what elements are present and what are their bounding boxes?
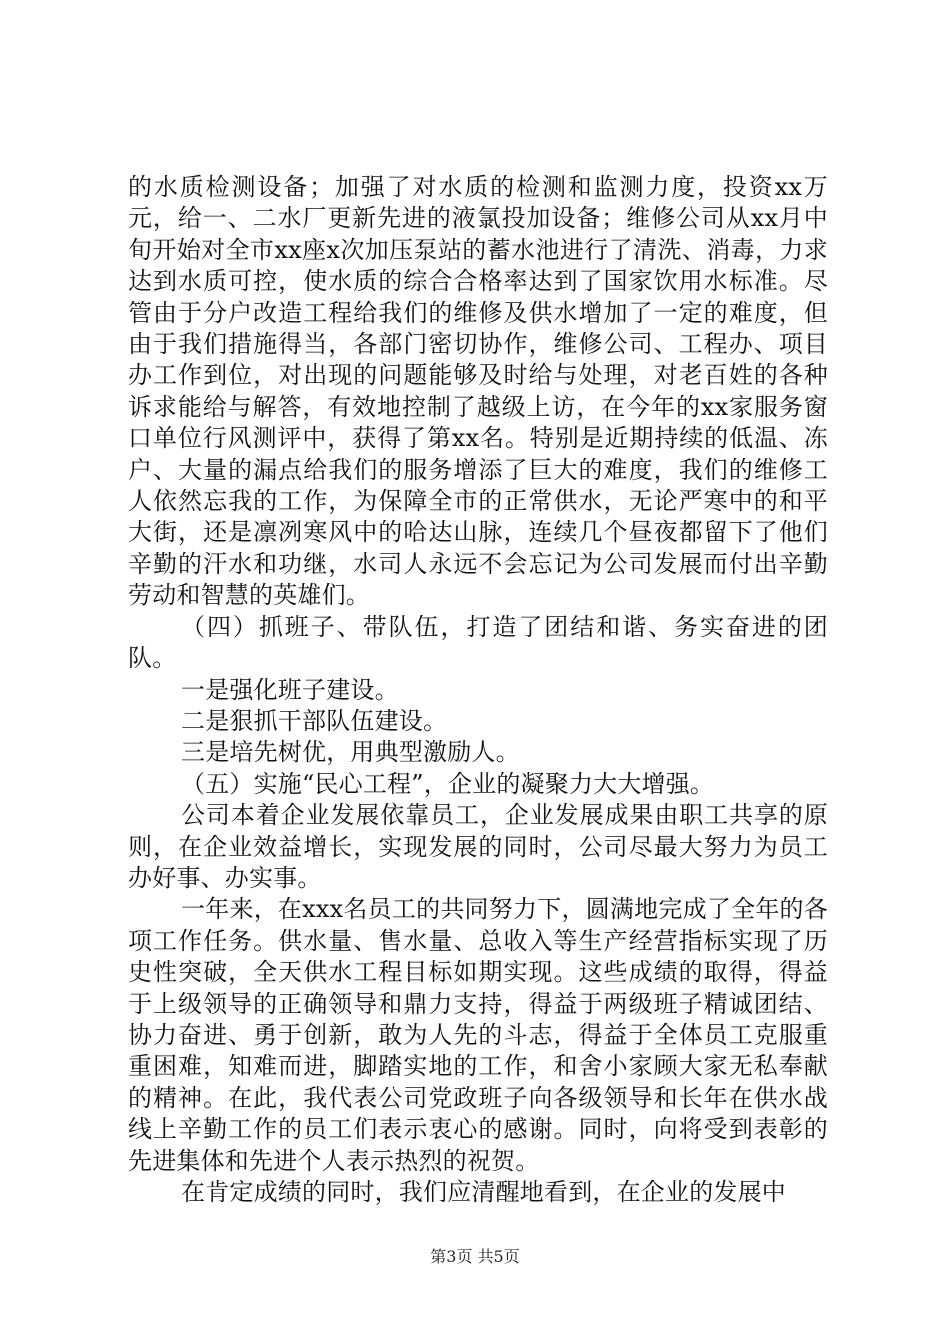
page-footer: 第3页 共5页 [430, 1247, 520, 1266]
heading-section-four: （四）抓班子、带队伍，打造了团结和谐、务实奋进的团队。 [128, 612, 828, 673]
list-item-team-building: 一是强化班子建设。 [181, 675, 399, 704]
paragraph-employee-principle: 公司本着企业发展依靠员工，企业发展成果由职工共享的原则，在企业效益增长，实现发展的同时，公司尽最大努力为员工办好事、办实事。 [128, 801, 828, 892]
list-item-role-models: 三是培先树优，用典型激励人。 [181, 738, 520, 767]
body-text [128, 172, 828, 1208]
heading-section-five: （五）实施“民心工程”，企业的凝聚力大大增强。 [181, 769, 715, 798]
paragraph-water-quality: 的水质检测设备；加强了对水质的检测和监测力度，投资xx万元，给一、二水厂更新先进的液氯投加设备；维修公司从xx月中旬开始对全市xx座x次加压泵站的蓄水池进行了清洗、消毒，力求达到水质可控，使水质的综合合格率达到了国家饮用水标准。尽管由于分户改造工程给我们的维修及供水增加了一定的难度，但由于我们措施得当，各部门密切协作，维修公司、工程办、项目办工作到位，对出现的问题能够及时给与处理，对老百姓的各种诉求能给与解答，有效地控制了越级上访，在今年的xx家服务窗口单位行风测评中，获得了第xx名。特别是近期持续的低温、冻户、大量的漏点给我们的服务增添了巨大的难度，我们的维修工人依然忘我的工作，为保障全市的正常供水，无论严寒中的和平大街，还是凛冽寒风中的哈达山脉，连续几个昼夜都留下了他们辛勤的汗水和功继，水司人永远不会忘记为公司发展而付出辛勤劳动和智慧的英雄们。 [128, 173, 828, 610]
list-item-cadre-building: 二是狠抓干部队伍建设。 [181, 706, 448, 735]
paragraph-annual-summary: 一年来，在xxx名员工的共同努力下，圆满地完成了全年的各项工作任务。供水量、售水量、总收入等生产经营指标实现了历史性突破，全天供水工程目标如期实现。这些成绩的取得，得益于上级领导的正确领导和鼎力支持，得益于两级班子精诚团结、协力奋进、勇于创新，敢为人先的斗志，得益于全体员工克服重重困难，知难而进，脚踏实地的工作，和舍小家顾大家无私奉献的精神。在此，我代表公司党政班子向各级领导和长年在供水战线上辛勤工作的员工们表示衷心的感谢。同时，向将受到表彰的先进集体和先进个人表示热烈的祝贺。 [128, 895, 828, 1175]
paragraph-continuation: 在肯定成绩的同时，我们应清醒地看到，在企业的发展中 [181, 1178, 786, 1206]
